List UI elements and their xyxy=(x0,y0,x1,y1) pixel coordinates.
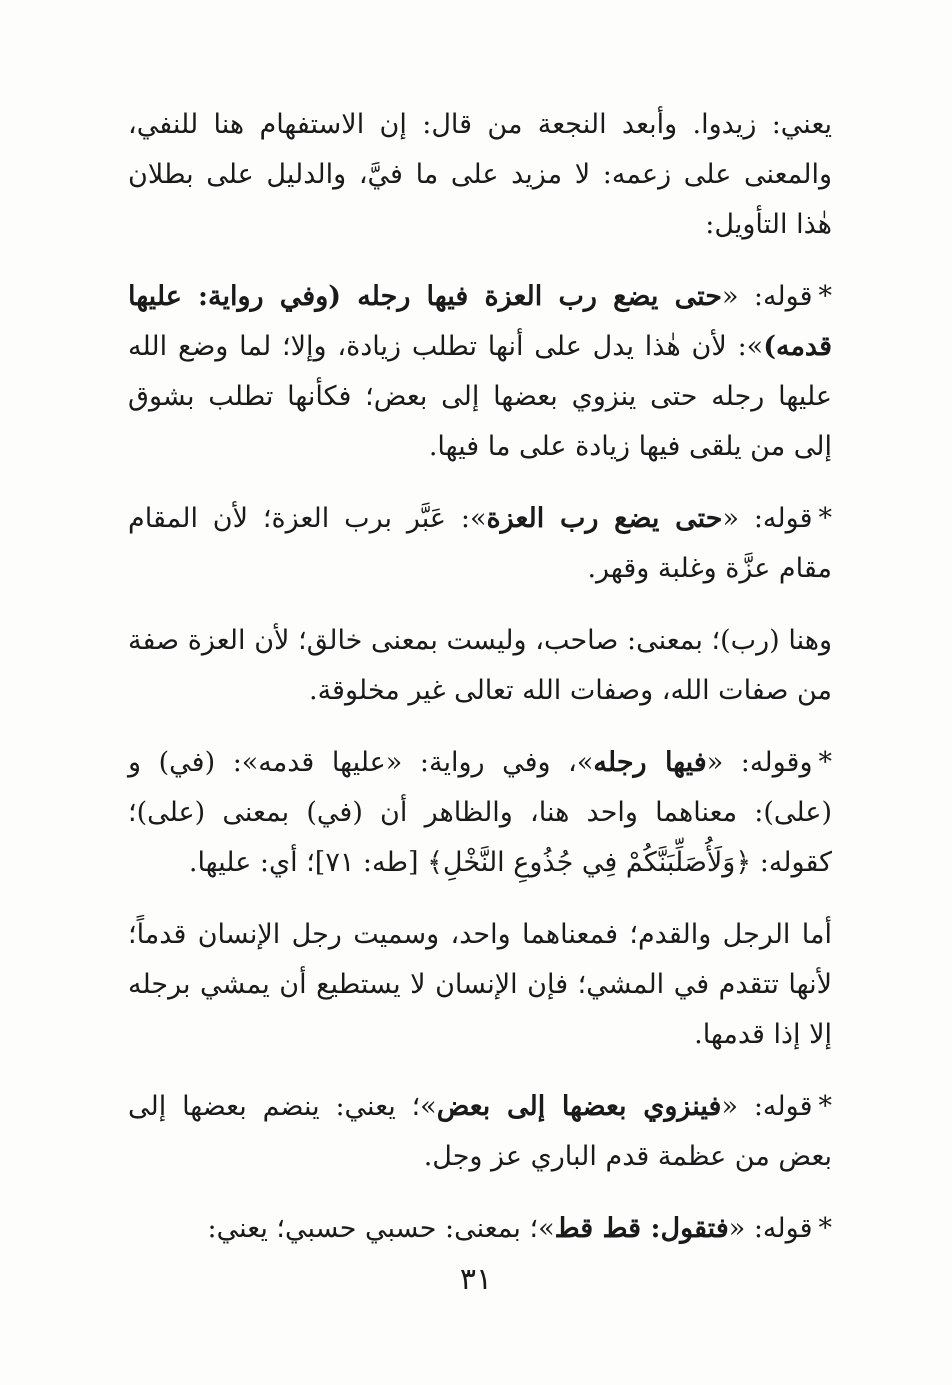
paragraph-6 xyxy=(128,910,832,1060)
paragraph-lead: قوله: « xyxy=(721,281,813,312)
paragraph-text: »: لأن هٰذا يدل على أنها تطلب زيادة، وإلا؛ لما وضع الله عليها رجله حتى ينزوي بعضها إلى بعض؛ فكأنها تطلب بشوق إلى من يلقى فيها زيادة على ما فيها. xyxy=(128,331,832,462)
paragraph-1 xyxy=(128,100,832,250)
hadith-quote: حتى يضع رب العزة xyxy=(486,503,723,534)
page-number: ٣١ xyxy=(459,1262,493,1297)
paragraph-8 xyxy=(128,1204,832,1254)
paragraph-text: »؛ يعني: ينضم بعضها إلى بعض من عظمة قدم الباري عز وجل. xyxy=(128,1091,832,1172)
paragraph-2 xyxy=(128,272,832,472)
paragraph-lead: قوله: « xyxy=(728,1213,813,1244)
paragraph-text: »؛ بمعنى: حسبي حسبي؛ يعني: xyxy=(207,1213,555,1244)
asterisk-icon: * xyxy=(818,747,832,778)
paragraph-5 xyxy=(128,738,832,888)
paragraph-text: »: عَبَّر برب العزة؛ لأن المقام مقام عزَّة وغلبة وقهر. xyxy=(128,503,832,584)
paragraph-lead: وقوله: « xyxy=(706,747,813,778)
asterisk-icon: * xyxy=(818,1213,832,1244)
hadith-quote: فينزوي بعضها إلى بعض xyxy=(436,1091,722,1122)
paragraph-7 xyxy=(128,1082,832,1182)
paragraph-text: وهنا (رب)؛ بمعنى: صاحب، وليست بمعنى خالق؛ لأن العزة صفة من صفات الله، وصفات الله تعالى غير مخلوقة. xyxy=(128,625,832,706)
paragraph-text: »، وفي رواية: «عليها قدمه»: (في) و (على): معناهما واحد هنا، والظاهر أن (في) بمعنى (على)؛ كقوله: ﴿وَلَأُصَلِّبَنَّكُمْ فِي جُذُوعِ النَّخْلِ﴾ [طه: ٧١]؛ أي: عليها. xyxy=(128,747,832,878)
asterisk-icon: * xyxy=(818,281,833,312)
paragraph-4 xyxy=(128,616,832,716)
paragraph-text: يعني: زيدوا. وأبعد النجعة من قال: إن الاستفهام هنا للنفي، والمعنى على زعمه: لا مزيد على ما فيَّ، والدليل على بطلان هٰذا التأويل: xyxy=(128,109,832,240)
paragraph-lead: قوله: « xyxy=(721,1091,813,1122)
asterisk-icon: * xyxy=(818,1091,832,1122)
paragraph-3 xyxy=(128,494,832,594)
page-body xyxy=(128,100,832,1276)
hadith-quote: فيها رجله xyxy=(593,747,707,778)
paragraph-lead: قوله: « xyxy=(722,503,813,534)
paragraph-text: أما الرجل والقدم؛ فمعناهما واحد، وسميت رجل الإنسان قدماً؛ لأنها تتقدم في المشي؛ فإن الإنسان لا يستطيع أن يمشي برجله إلا إذا قدمها. xyxy=(128,919,832,1050)
hadith-quote: فتقول: قط قط xyxy=(554,1213,729,1244)
hadith-quote: حتى يضع رب العزة فيها رجله (وفي رواية: عليها قدمه) xyxy=(128,281,832,362)
asterisk-icon: * xyxy=(818,503,832,534)
